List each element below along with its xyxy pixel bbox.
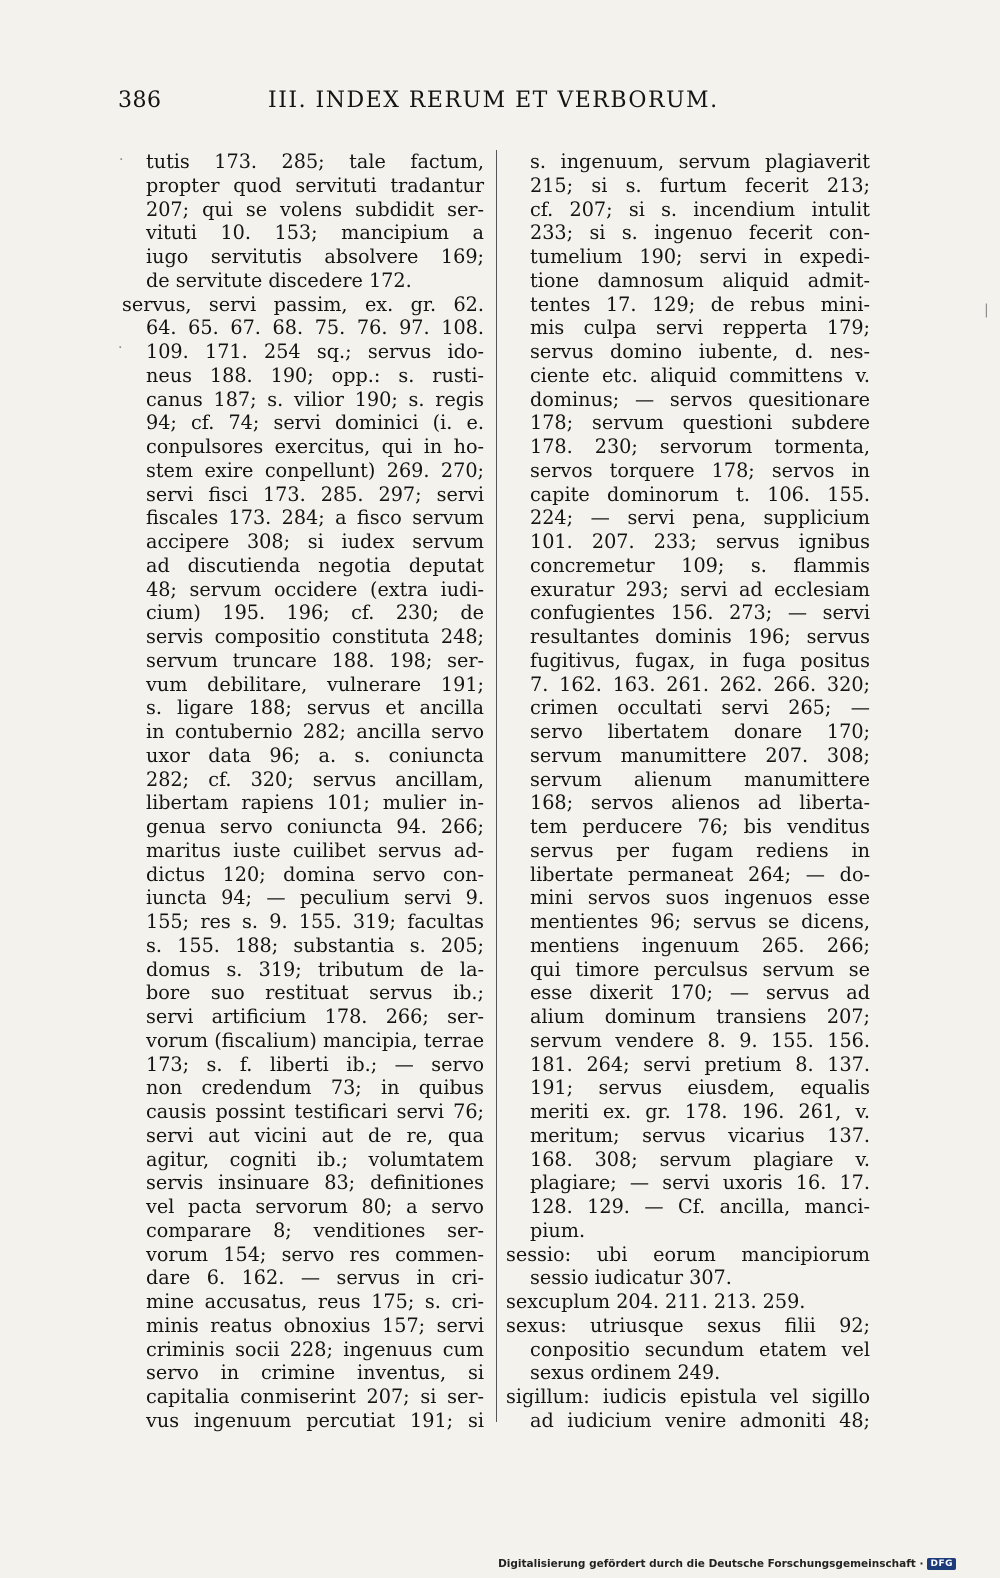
index-line: de servitute discedere 172.	[146, 268, 412, 292]
index-line: cium) 195. 196; cf. 230; de	[146, 601, 484, 625]
index-line: sexcuplum 204. 211. 213. 259.	[506, 1290, 806, 1313]
column-divider	[496, 150, 497, 1422]
index-line: 181. 264; servi pretium 8. 137.	[530, 1052, 870, 1076]
index-line: conpulsores exercitus, qui in ho-	[146, 435, 484, 458]
index-line: cf. 207; si s. incendium intulit	[530, 197, 870, 221]
index-line: servus, servi passim, ex. gr. 62.	[122, 292, 484, 316]
index-line: sessio: ubi eorum mancipiorum	[506, 1242, 870, 1266]
index-line: servo libertatem donare 170;	[530, 720, 870, 743]
index-line: neus 188. 190; opp.: s. rusti-	[146, 363, 484, 387]
index-line: vel pacta servorum 80; a servo	[146, 1195, 484, 1218]
index-line: 233; si s. ingenuo fecerit con-	[530, 221, 870, 245]
margin-mark: |	[984, 302, 989, 318]
right-column	[506, 150, 870, 1433]
index-line: 109. 171. 254 sq.; servus ido-	[146, 340, 484, 363]
index-line: genua servo coniuncta 94. 266;	[146, 815, 484, 838]
index-line: pium.	[530, 1218, 586, 1242]
index-line: 48; servum occidere (extra iudi-	[146, 577, 484, 601]
index-line: causis possint testificari servi 76;	[146, 1100, 484, 1123]
index-line: maritus iuste cuilibet servus ad-	[146, 838, 484, 862]
index-line: mine accusatus, reus 175; s. cri-	[146, 1290, 484, 1313]
index-line: s. ingenuum, servum plagiaverit	[530, 150, 870, 173]
index-line: qui timore perculsus servum se	[530, 957, 870, 981]
index-line: canus 187; s. vilior 190; s. regis	[146, 387, 484, 411]
index-line: iugo servitutis absolvere 169;	[146, 245, 484, 268]
index-line: dare 6. 162. — servus in cri-	[146, 1266, 484, 1290]
margin-mark: ·	[119, 152, 124, 168]
digitization-credit	[498, 1558, 956, 1570]
margin-mark: ·	[118, 340, 123, 356]
index-line: sigillum: iudicis epistula vel sigillo	[506, 1385, 870, 1408]
index-line: domus s. 319; tributum de la-	[146, 957, 484, 981]
index-line: servum alienum manumittere	[530, 767, 870, 791]
index-line: servo in crimine inventus, si	[146, 1361, 484, 1385]
index-line: mentientes 96; servus se dicens,	[530, 910, 870, 933]
index-line: 7. 162. 163. 261. 262. 266. 320;	[530, 672, 870, 696]
index-line: tem perducere 76; bis venditus	[530, 815, 870, 838]
index-line: propter quod servituti tradantur	[146, 173, 484, 197]
index-line: iuncta 94; — peculium servi 9.	[146, 886, 484, 910]
index-line: resultantes dominis 196; servus	[530, 625, 870, 648]
index-line: s. ligare 188; servus et ancilla	[146, 696, 484, 720]
index-line: minis reatus obnoxius 157; servi	[146, 1313, 484, 1337]
index-line: sessio iudicatur 307.	[530, 1266, 732, 1290]
index-line: in contubernio 282; ancilla servo	[146, 720, 484, 743]
index-line: confugientes 156. 273; — servi	[530, 601, 870, 625]
index-line: s. 155. 188; substantia s. 205;	[146, 933, 484, 957]
index-line: servis insinuare 83; definitiones	[146, 1171, 484, 1195]
index-line: servum manumittere 207. 308;	[530, 743, 870, 767]
index-line: agitur, cogniti ib.; volumtatem	[146, 1147, 484, 1171]
index-line: 128. 129. — Cf. ancilla, manci-	[530, 1195, 870, 1218]
index-line: ad iudicium venire admoniti 48;	[530, 1408, 870, 1432]
index-line: ad discutienda negotia deputat	[146, 553, 484, 577]
index-line: exuratur 293; servi ad ecclesiam	[530, 577, 870, 601]
index-line: 178. 230; servorum tormenta,	[530, 435, 870, 458]
index-line: crimen occultati servi 265; —	[530, 696, 870, 720]
index-line: 224; — servi pena, supplicium	[530, 506, 870, 530]
index-line: mis culpa servi repperta 179;	[530, 316, 870, 340]
index-line: 64. 65. 67. 68. 75. 76. 97. 108.	[146, 316, 484, 340]
index-line: accipere 308; si iudex servum	[146, 530, 484, 553]
index-line: 94; cf. 74; servi dominici (i. e.	[146, 411, 484, 435]
index-line: ciente etc. aliquid committens v.	[530, 363, 870, 387]
index-line: alium dominum transiens 207;	[530, 1005, 870, 1028]
index-line: uxor data 96; a. s. coniuncta	[146, 743, 484, 767]
index-line: esse dixerit 170; — servus ad	[530, 981, 870, 1005]
index-line: concremetur 109; s. flammis	[530, 553, 870, 577]
index-line: servos torquere 178; servos in	[530, 458, 870, 482]
index-line: comparare 8; venditiones ser-	[146, 1218, 484, 1242]
index-line: 155; res s. 9. 155. 319; facultas	[146, 910, 484, 933]
index-line: capitalia conmiserint 207; si ser-	[146, 1385, 484, 1408]
index-line: dictus 120; domina servo con-	[146, 862, 484, 886]
index-line: libertate permaneat 264; — do-	[530, 862, 870, 886]
index-line: vituti 10. 153; mancipium a	[146, 221, 484, 245]
index-line: servi artificium 178. 266; ser-	[146, 1005, 484, 1028]
index-line: criminis socii 228; ingenuus cum	[146, 1337, 484, 1361]
index-line: bore suo restituat servus ib.;	[146, 981, 484, 1005]
index-line: vus ingenuum percutiat 191; si	[146, 1408, 484, 1432]
index-line: 282; cf. 320; servus ancillam,	[146, 767, 484, 791]
index-line: vum debilitare, vulnerare 191;	[146, 672, 484, 696]
index-line: tutis 173. 285; tale factum,	[146, 150, 484, 173]
dfg-logo: DFG	[927, 1558, 956, 1570]
left-column	[122, 150, 484, 1433]
page-number: 386	[118, 88, 162, 113]
index-line: mentiens ingenuum 265. 266;	[530, 933, 870, 957]
index-line: vorum (fiscalium) mancipia, terrae	[146, 1028, 485, 1052]
index-line: dominus; — servos quesitionare	[530, 387, 870, 411]
index-line: 168; servos alienos ad liberta-	[530, 791, 870, 815]
index-line: stem exire conpellunt) 269. 270;	[146, 458, 484, 482]
index-line: meriti ex. gr. 178. 196. 261, v.	[530, 1100, 870, 1123]
index-line: conpositio secundum etatem vel	[530, 1337, 870, 1361]
index-line: servum truncare 188. 198; ser-	[146, 648, 484, 672]
index-line: plagiare; — servi uxoris 16. 17.	[530, 1171, 870, 1195]
running-title: III. INDEX RERUM ET VERBORUM.	[268, 88, 719, 113]
index-line: fiscales 173. 284; a fisco servum	[146, 506, 484, 530]
index-line: tumelium 190; servi in expedi-	[530, 245, 870, 268]
index-line: mini servos suos ingenuos esse	[530, 886, 870, 910]
index-line: servi fisci 173. 285. 297; servi	[146, 482, 484, 506]
index-line: servi aut vicini aut de re, qua	[146, 1123, 484, 1147]
index-line: capite dominorum t. 106. 155.	[530, 482, 870, 506]
index-line: servus domino iubente, d. nes-	[530, 340, 870, 363]
page-header	[118, 88, 868, 118]
index-line: sexus: utriusque sexus filii 92;	[506, 1313, 870, 1337]
index-line: 215; si s. furtum fecerit 213;	[530, 173, 870, 197]
index-line: servus per fugam rediens in	[530, 838, 870, 862]
index-line: 191; servus eiusdem, equalis	[530, 1076, 870, 1100]
index-line: fugitivus, fugax, in fuga positus	[530, 648, 870, 672]
index-line: vorum 154; servo res commen-	[146, 1242, 484, 1266]
index-line: servum vendere 8. 9. 155. 156.	[530, 1028, 870, 1052]
index-line: meritum; servus vicarius 137.	[530, 1123, 870, 1147]
index-line: tentes 17. 129; de rebus mini-	[530, 292, 870, 316]
index-line: 207; qui se volens subdidit ser-	[146, 197, 484, 221]
index-line: tione damnosum aliquid admit-	[530, 268, 870, 292]
index-line: sexus ordinem 249.	[530, 1361, 721, 1385]
index-line: 173; s. f. liberti ib.; — servo	[146, 1052, 484, 1076]
index-line: 101. 207. 233; servus ignibus	[530, 530, 870, 553]
index-line: 178; servum questioni subdere	[530, 411, 870, 435]
index-line: servis compositio constituta 248;	[146, 625, 484, 648]
index-line: 168. 308; servum plagiare v.	[530, 1147, 870, 1171]
index-line: libertam rapiens 101; mulier in-	[146, 791, 484, 815]
index-line: non credendum 73; in quibus	[146, 1076, 484, 1100]
credit-text: Digitalisierung gefördert durch die Deutsche Forschungsgemeinschaft ·	[498, 1558, 924, 1570]
